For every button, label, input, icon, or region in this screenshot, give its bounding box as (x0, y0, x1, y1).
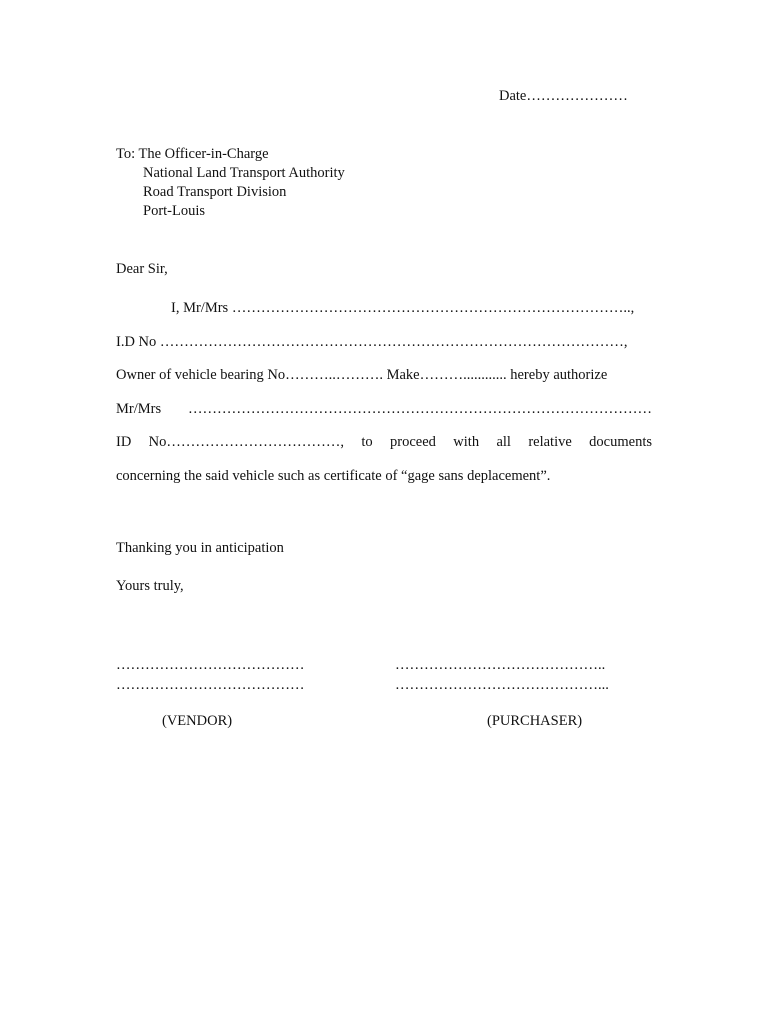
purchaser-label: (PURCHASER) (487, 713, 583, 729)
purchaser-signature-line-2: ……………………………………... (395, 677, 609, 693)
date-field: Date………………… (499, 88, 628, 104)
thanks-line: Thanking you in anticipation (116, 540, 284, 556)
authorized-person-label: Mr/Mrs (116, 401, 162, 417)
purchaser-signature-line-1: …………………………………….. (395, 657, 606, 673)
recipient-city: Port-Louis (143, 203, 206, 219)
vehicle-owner-line: Owner of vehicle bearing No………..………. Make………............ hereby authorize (116, 367, 608, 383)
authorized-id-line: ID No………………………………, to proceed with all relative documents (116, 434, 652, 450)
closing-line: Yours truly, (116, 578, 184, 594)
recipient-to-line: To: The Officer-in-Charge (116, 146, 269, 162)
id-number-line: I.D No ……………………………………………………………………………………, (116, 334, 628, 350)
authorizer-name-line: I, Mr/Mrs ……………………………………………………………………….., (171, 300, 635, 316)
authorized-person-dots: …………………………………………………………………………………… (188, 401, 652, 417)
vendor-signature-line-2: ………………………………… (116, 677, 305, 693)
salutation: Dear Sir, (116, 261, 168, 277)
recipient-division: Road Transport Division (143, 184, 287, 200)
vendor-label: (VENDOR) (162, 713, 233, 729)
vendor-signature-line-1: ………………………………… (116, 657, 305, 673)
recipient-organization: National Land Transport Authority (143, 165, 345, 181)
concerning-line: concerning the said vehicle such as certificate of “gage sans deplacement”. (116, 468, 551, 484)
